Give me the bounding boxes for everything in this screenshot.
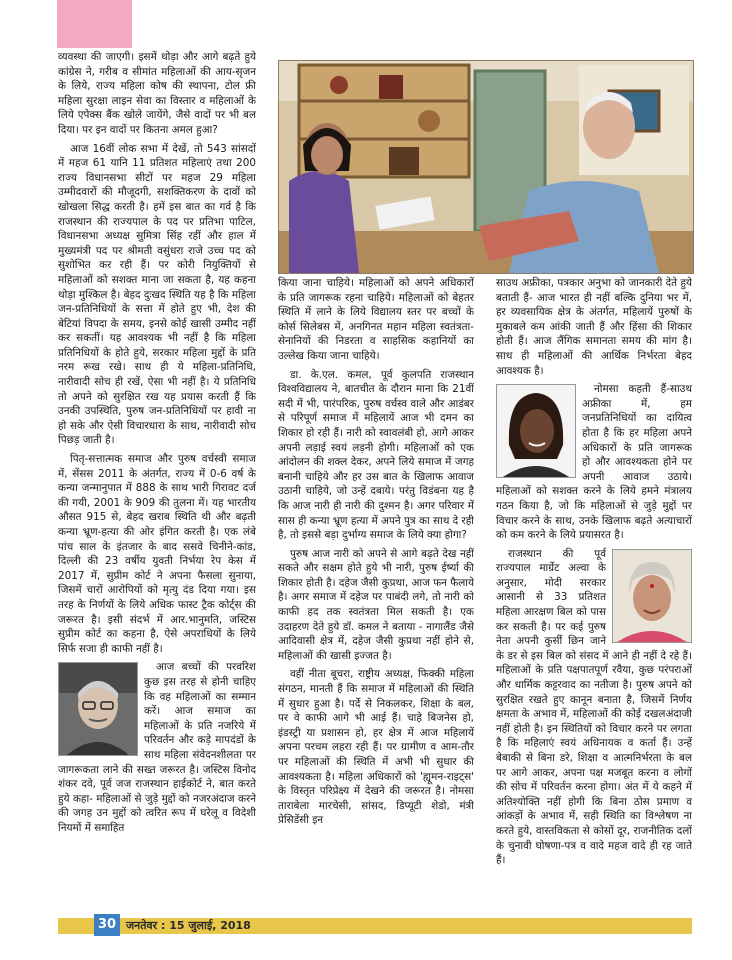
paragraph: किया जाना चाहिये। महिलाओं को अपने अधिकारों के प्रति जागरूक रहना चाहिये। महिलाओं को बेहतर स्थिति में लाने के लिये विद्यालय स्तर पर बच्चों के कोर्स सिलेबस में, अनगिनत महान महिला स्वतंत्रता-सेनानियों की निडरता व साहसिक कहानियों का उल्लेख किया जाना चाहिये। bbox=[278, 277, 474, 362]
paragraph: आज 16वीं लोक सभा में देखें, तो 543 सांसदों में महज 61 यानि 11 प्रतिशत महिलाएं तथा 200 राज्य विधानसभा सीटों पर महज 29 महिला उम्मीदवारों की मौजूदगी, सशक्तिकरण के दावों को खोखला सिद्ध करती है। हमें इस बात का गर्व है कि राजस्थान की राज्यपाल के पद पर प्रतिभा पाटिल, विधानसभा अध्यक्ष सुमित्रा सिंह रहीं और हाल में मुख्यमंत्री पद पर श्रीमती वसुंधरा राजे उच्च पद को सुशोभित कर रही हैं। पर कोरी नियुक्तियों से महिलाओं को सशक्त माना जा सकता है, यह कहना थोड़ा मुश्किल है। बेहद दुःखद स्थिति यह है कि महिला जन-प्रतिनिधियों के सत्ता में होते हुए भी, देश की बेटियां विपदा के समय, इनसे कोई खासी उम्मीद नहीं कर सकतीं। यह आवश्यक भी नहीं है कि महिला प्रतिनिधियों के होते हुये, सरकार महिला मुद्दों के प्रति नरम रूख रखे। साथ ही ये महिला-प्रतिनिधि, नारीवादी सोच ही रखें, ऐसा भी नहीं है। ये प्रतिनिधि तो अपने को सुरक्षित रख यह प्रयास करती हैं कि उनकी उपस्थिति, पुरुष जन-प्रतिनिधियों पर हावी ना हो सके और ऐसी विचारधारा के साथ, नारीवादी सोच पिछड़ जाती है। bbox=[58, 142, 256, 447]
article-column-2 bbox=[278, 276, 474, 911]
paragraph: वहीं नीता बूचरा, राष्ट्रीय अध्यक्ष, फिक्की महिला संगठन, मानती हैं कि समाज में महिलाओं की स्थिति में सुधार हुआ है। पर्दे से निकलकर, शिक्षा के बल, पर वे काफी आगे भी आई हैं। चाहे बिजनेस हो, इंडस्ट्री या प्रशासन हो, हर क्षेत्र में आज महिलायें अपना परचम लहरा रही हैं। पर ग्रामीण व आम-तौर पर महिलाओं की स्थिति में अभी भी सुधार की आवश्यकता है। महिला अधिकारों को 'ह्यूमन-राइट्स' के विस्तृत परिप्रेक्ष्य में देखने की जरूरत है। नोमसा ताराबेला मारचेसी, सांसद, डिप्यूटी शेडो, मंत्री प्रेसिडेंसी इन bbox=[278, 668, 474, 827]
page-number: 30 bbox=[94, 914, 120, 936]
paragraph: साउथ अफ्रीका, पत्रकार अनुभा को जानकारी देते हुये बताती हैं- आज भारत ही नहीं बल्कि दुनिया भर में, हर व्यवसायिक क्षेत्र के अंतर्गत, महिलायें पुरुषों के मुकाबले कम आंकी जाती हैं और हिंसा की शिकार होती हैं। आज लैंगिक समानता समय की मांग है। साथ ही महिलाओं की आर्थिक निर्भरता बेहद आवश्यक है। bbox=[496, 277, 692, 377]
paragraph: व्यवस्था की जाएगी। इसमें थोड़ा और आगे बढ़ते हुये कांग्रेस ने, गरीब व सीमांत महिलाओं की आय-सृजन के लिये, राज्य महिला कोष की स्थापना, टोल फ्री महिला सुरक्षा लाइन सेवा का विस्तार व महिलाओं के लिये एपेक्स बैंक खोले जायेंगे, जैसे वादों पर भी बल दिया। पर इन वादों पर कितना अमल हुआ? bbox=[58, 51, 256, 136]
issue-date: जनतेवर : 15 जुलाई, 2018 bbox=[126, 919, 251, 932]
photo-interview bbox=[278, 60, 694, 274]
corner-color-tab bbox=[57, 0, 132, 48]
portrait-nomsa bbox=[496, 384, 576, 478]
paragraph: राजस्थान की पूर्व राज्यपाल मार्ग्रेट अल्वा के अनुसार, मोदी सरकार आसानी से 33 प्रतिशत महिला आरक्षण बिल को पास कर सकती है। पर कई पुरुष नेता अपनी कुर्सी छिन जाने के डर से इस बिल को संसद में आने ही नहीं दे रहे हैं। महिलाओं के प्रति पक्षपातपूर्ण रवैया, कुछ परंपराओं और धार्मिक कट्टरवाद का नतीजा है। पुरुष अपने को सुरक्षित रखते हुए कानून बनाता है, जिसमें निर्णय क्षमता के अभाव में, महिलाओं की कोई दखलअंदाजी नहीं होती है। इन स्थितियों को विचार करने पर लगता है कि महिलाएं स्वयं अधिनायक व कर्ता हैं। उन्हें बेबाकी से बिना डरे, शिक्षा व आत्मनिर्भरता के बल पर आगे आकर, अपना पक्ष मजबूत करना व लोगों की सोच में परिवर्तन करना होगा। अंत में ये कहने में अतिश्योक्ति नहीं होगी कि बिना ठोस प्रमाण व आंकड़ों के अभाव में, सही स्थिति का विश्लेषण ना करते हुये, वास्तविकता से कोसों दूर, राजनीतिक दलों के चुनावी घोषणा-पत्र व वादे महज वादे ही रह जाते हैं। bbox=[496, 547, 692, 867]
article-column-3 bbox=[496, 276, 692, 911]
paragraph: पितृ-सत्तात्मक समाज और पुरुष वर्चस्वी समाज में, सेंसस 2011 के अंतर्गत, राज्य में 0-6 वर्ष के कन्या जन्मानुपात में 888 के साथ भारी गिरावट दर्ज की गयी, 2001 के 909 की तुलना में। यह भारतीय औसत 915 से, बेहद खराब स्थिति थी और बढ़ती कन्या भ्रूण-हत्या की ओर इंगित करती है। एक लंबे पांच साल के इंतजार के बाद ससवे चिनीने-कांड, दिल्ली की 23 वर्षीय युवती निर्भया रेप केस में 2017 में, सुप्रीम कोर्ट ने अपना फैसला सुनाया, जिसमें चारों आरोपियों को मृत्यु दंड दिया गया। इस तरह के निर्णयों के लिये अधिक फास्ट ट्रैक कोर्ट्स की जरूरत है। इसी संदर्भ में आर.भानुमति, जस्टिस सुप्रीम कोर्ट का कहना है, ऐसे अपराधियों के लिये सिर्फ सजा ही काफी नहीं है। bbox=[58, 453, 256, 655]
portrait-elderly-woman bbox=[612, 549, 692, 643]
paragraph: पुरुष आज नारी को अपने से आगे बढ़ते देख नहीं सकते और सक्षम होते हुये भी नारी, पुरुष ईर्ष्या की शिकार होती है। दहेज जैसी कुप्रथा, आज फन फैलाये है। अगर समाज में दहेज पर पाबंदी लगे, तो नारी को काफी हद तक स्वतंत्रता मिल सकती है। एक उदाहरण देते हुये डॉ. कमल ने बताया - नागालैंड जैसे आदिवासी क्षेत्र में, दहेज जैसी कुप्रथा नहीं होने से, महिलाओं की खासी इज्जत है। bbox=[278, 547, 474, 662]
paragraph: आज बच्चों की परवरिश कुछ इस तरह से होनी चाहिए कि वह महिलाओं का सम्मान करें। आज समाज का महिलाओं के प्रति नजरिये में परिवर्तन और कड़े मापदंडों के साथ महिला संवेदनशीलता पर जागरूकता लाने की सख्त जरूरत है। जस्टिस विनोद शंकर दवे, पूर्व जज राजस्थान हाईकोर्ट ने, बात करते हुये कहा- महिलाओं से जुड़े मुद्दों को नजरअंदाज करने की जगह उन मुद्दों को त्वरित रूप में घरेलू व विदेशी नियमों में समाहित bbox=[58, 661, 256, 834]
paragraph: नोमसा कहती हैं-साउथ अफ्रीका में, हम जनप्रतिनिधियों का दायित्व होता है कि हर महिला अपने अधिकारों के प्रति जागरूक हो और आवश्यकता होने पर अपनी आवाज उठाये। महिलाओं को सशक्त करने के लिये हमने मंत्रालय गठन किया है, जो कि महिलाओं से जुड़े मुद्दों पर विचार करने के साथ, उनके खिलाफ बढ़ते अत्याचारों को कम करने के लिये प्रयासरत है। bbox=[496, 383, 692, 542]
article-column-1 bbox=[58, 50, 256, 910]
paragraph: डा. के.एल. कमल, पूर्व कुलपति राजस्थान विश्वविद्यालय ने, बातचीत के दौरान माना कि 21वीं सदी में भी, पारंपरिक, पुरुष वर्चस्व वाले और आडंबर से परिपूर्ण समाज में महिलायें आज भी दमन का शिकार हो रही हैं। नारी को स्वावलंबी हो, आगे आकर अपनी लड़ाई स्वयं लड़नी होगी। महिलाओं को एक आंदोलन की शक्ल देकर, अपने लिये समाज में जगह बनानी चाहिये और हर उस बात के खिलाफ आवाज उठानी चाहिये, जो उन्हें दबाये। परंतु विडंबना यह है कि आज नारी ही नारी की दुश्मन है। अगर परिवार में सास ही कन्या भ्रूण हत्या में अपने पुत्र का साथ दे रही है, तो इससे बड़ा दुर्भाग्य समाज के लिये क्या होगा? bbox=[278, 368, 474, 542]
portrait-vinod-shankar-dave bbox=[58, 662, 138, 756]
